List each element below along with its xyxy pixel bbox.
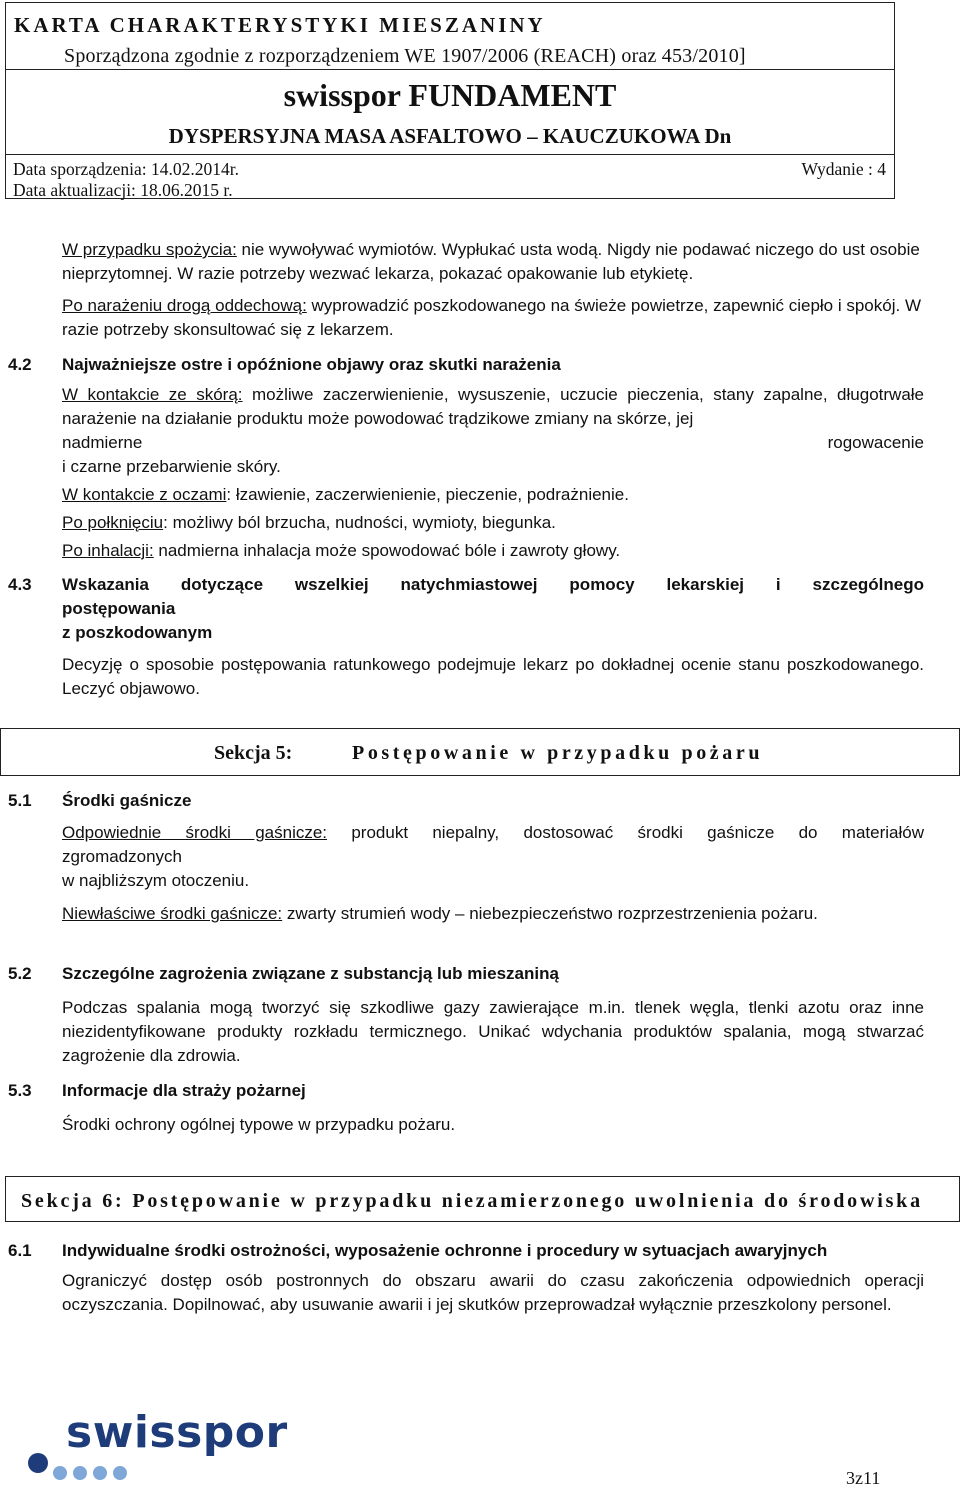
section-5-label: Sekcja 5: [214,742,293,764]
date-created: Data sporządzenia: 14.02.2014r. [13,159,239,179]
section-6-title: Sekcja 6: Postępowanie w przypadku niezamierzonego uwolnienia do środowiska [21,1190,923,1212]
skin-label: W kontakcie ze skórą: [62,385,243,404]
ingestion-text: nie wywoływać wymiotów. Wypłukać usta wodą. Nigdy nie podawać niczego do ust osobie nieprzytomnej. W razie potrzeby wezwać lekarza, pokazać opakowanie lub etykietę. [62,240,920,283]
logo-wordmark: swisspor [66,1407,288,1458]
section-heading-cont: z poszkodowanym [62,623,213,642]
section-number: 5.1 [8,791,32,810]
section-number: 6.1 [8,1241,32,1260]
section-heading: Najważniejsze ostre i opóźnione objawy oraz skutki narażenia [62,355,561,374]
section-number: 5.2 [8,964,32,983]
product-name: swisspor FUNDAMENT [283,77,617,113]
inhalation-effects-paragraph [62,539,924,563]
inhalation-effects-text: nadmierna inhalacja może spowodować bóle i zawroty głowy. [153,541,621,560]
unsuitable-media-text: zwarty strumień wody – niebezpieczeństwo rozprzestrzenienia pożaru. [282,904,818,923]
product-subtitle: DYSPERSYJNA MASA ASFALTOWO – KAUCZUKOWA Dn [168,124,732,148]
inhalation-label: Po narażeniu drogą oddechową: [62,296,307,315]
first-aid-decision-text: Decyzję o sposobie postępowania ratunkowego podejmuje lekarz po dokładnej ocenie stanu poszkodowanego. Leczyć objawowo. [62,655,924,698]
suitable-media-label: Odpowiednie środki gaśnicze: [62,823,328,842]
skin-contact-last: i czarne przebarwienie skóry. [62,457,281,476]
inhalation-effects-label: Po inhalacji: [62,541,154,560]
section-heading: Wskazania dotyczące wszelkiej natychmiastowej pomocy lekarskiej i szczególnego [62,575,924,594]
section-number: 5.3 [8,1081,32,1100]
suitable-media-paragraph [62,821,924,845]
date-updated: Data aktualizacji: 18.06.2015 r. [13,180,233,200]
skin-word: nadmierne [62,433,143,452]
suitable-media-line: w najbliższym otoczeniu. [62,871,250,890]
section-heading: Środki gaśnicze [62,791,192,810]
unsuitable-media-paragraph [62,902,924,926]
suitable-media-line: zgromadzonych [62,847,183,866]
document-title: KARTA CHARAKTERYSTYKI MIESZANINY [14,13,546,37]
ingestion-label: W przypadku spożycia: [62,240,237,259]
swallow-label: Po połknięciu [62,513,164,532]
ingestion-paragraph [62,238,924,286]
special-hazards-text: Podczas spalania mogą tworzyć się szkodliwe gazy zawierające m.in. tlenek węgla, tlenki azotu oraz inne niezidentyfikowane produkty rozkładu termicznego. Unikać wdychania produktów spalania, mogą stwarzać zagrożenie dla zdrowia. [62,998,924,1065]
suitable-media-text: produkt niepalny, dostosować środki gaśnicze do materiałów [327,823,924,842]
section-heading-cont: postępowania [62,599,176,618]
section-heading: Szczególne zagrożenia związane z substancją lub mieszaniną [62,964,559,983]
firefighter-advice-text: Środki ochrony ogólnej typowe w przypadku pożaru. [62,1115,456,1134]
swallow-text: : możliwy ból brzucha, nudności, wymioty, biegunka. [163,513,556,532]
eye-contact-paragraph [62,483,924,507]
page-number: 3z11 [846,1468,881,1488]
section-heading: Informacje dla straży pożarnej [62,1081,306,1100]
eyes-text: : łzawienie, zaczerwienienie, pieczenie, podrażnienie. [226,485,629,504]
skin-text: możliwe zaczerwienienie, wysuszenie, uczucie pieczenia, stany zapalne, długotrwałe narażenie na działanie produktu może powodować trądzikowe zmiany na skórze, jej [62,385,925,428]
edition-number: Wydanie : 4 [801,159,886,179]
regulation-line: Sporządzona zgodnie z rozporządzeniem WE 1907/2006 (REACH) oraz 453/2010] [64,45,746,67]
skin-contact-line [62,431,924,455]
skin-contact-paragraph [62,383,924,431]
swallow-paragraph [62,511,924,535]
section-number: 4.3 [8,575,32,594]
section-6-banner [5,1176,960,1222]
skin-word: rogowacenie [827,433,924,452]
inhalation-paragraph [62,294,924,342]
eyes-label: W kontakcie z oczami [62,485,227,504]
section-heading: Indywidualne środki ostrożności, wyposażenie ochronne i procedury w sytuacjach awaryjnych [62,1241,828,1260]
inhalation-text: wyprowadzić poszkodowanego na świeże powietrze, zapewnić ciepło i spokój. W razie potrzeby skonsultować się z lekarzem. [62,296,921,339]
section-5-banner [0,728,960,776]
unsuitable-media-label: Niewłaściwe środki gaśnicze: [62,904,283,923]
section-5-title: Postępowanie w przypadku pożaru [352,742,764,764]
document-header [5,2,895,199]
header-divider [6,69,894,70]
header-divider [6,154,894,155]
precautions-text: Ograniczyć dostęp osób postronnych do obszaru awarii do czasu zakończenia odpowiednich operacji oczyszczania. Dopilnować, aby usuwanie awarii i jej skutków przeprowadzał wyłącznie przeszkolony personel. [62,1271,924,1314]
section-number: 4.2 [8,355,32,374]
